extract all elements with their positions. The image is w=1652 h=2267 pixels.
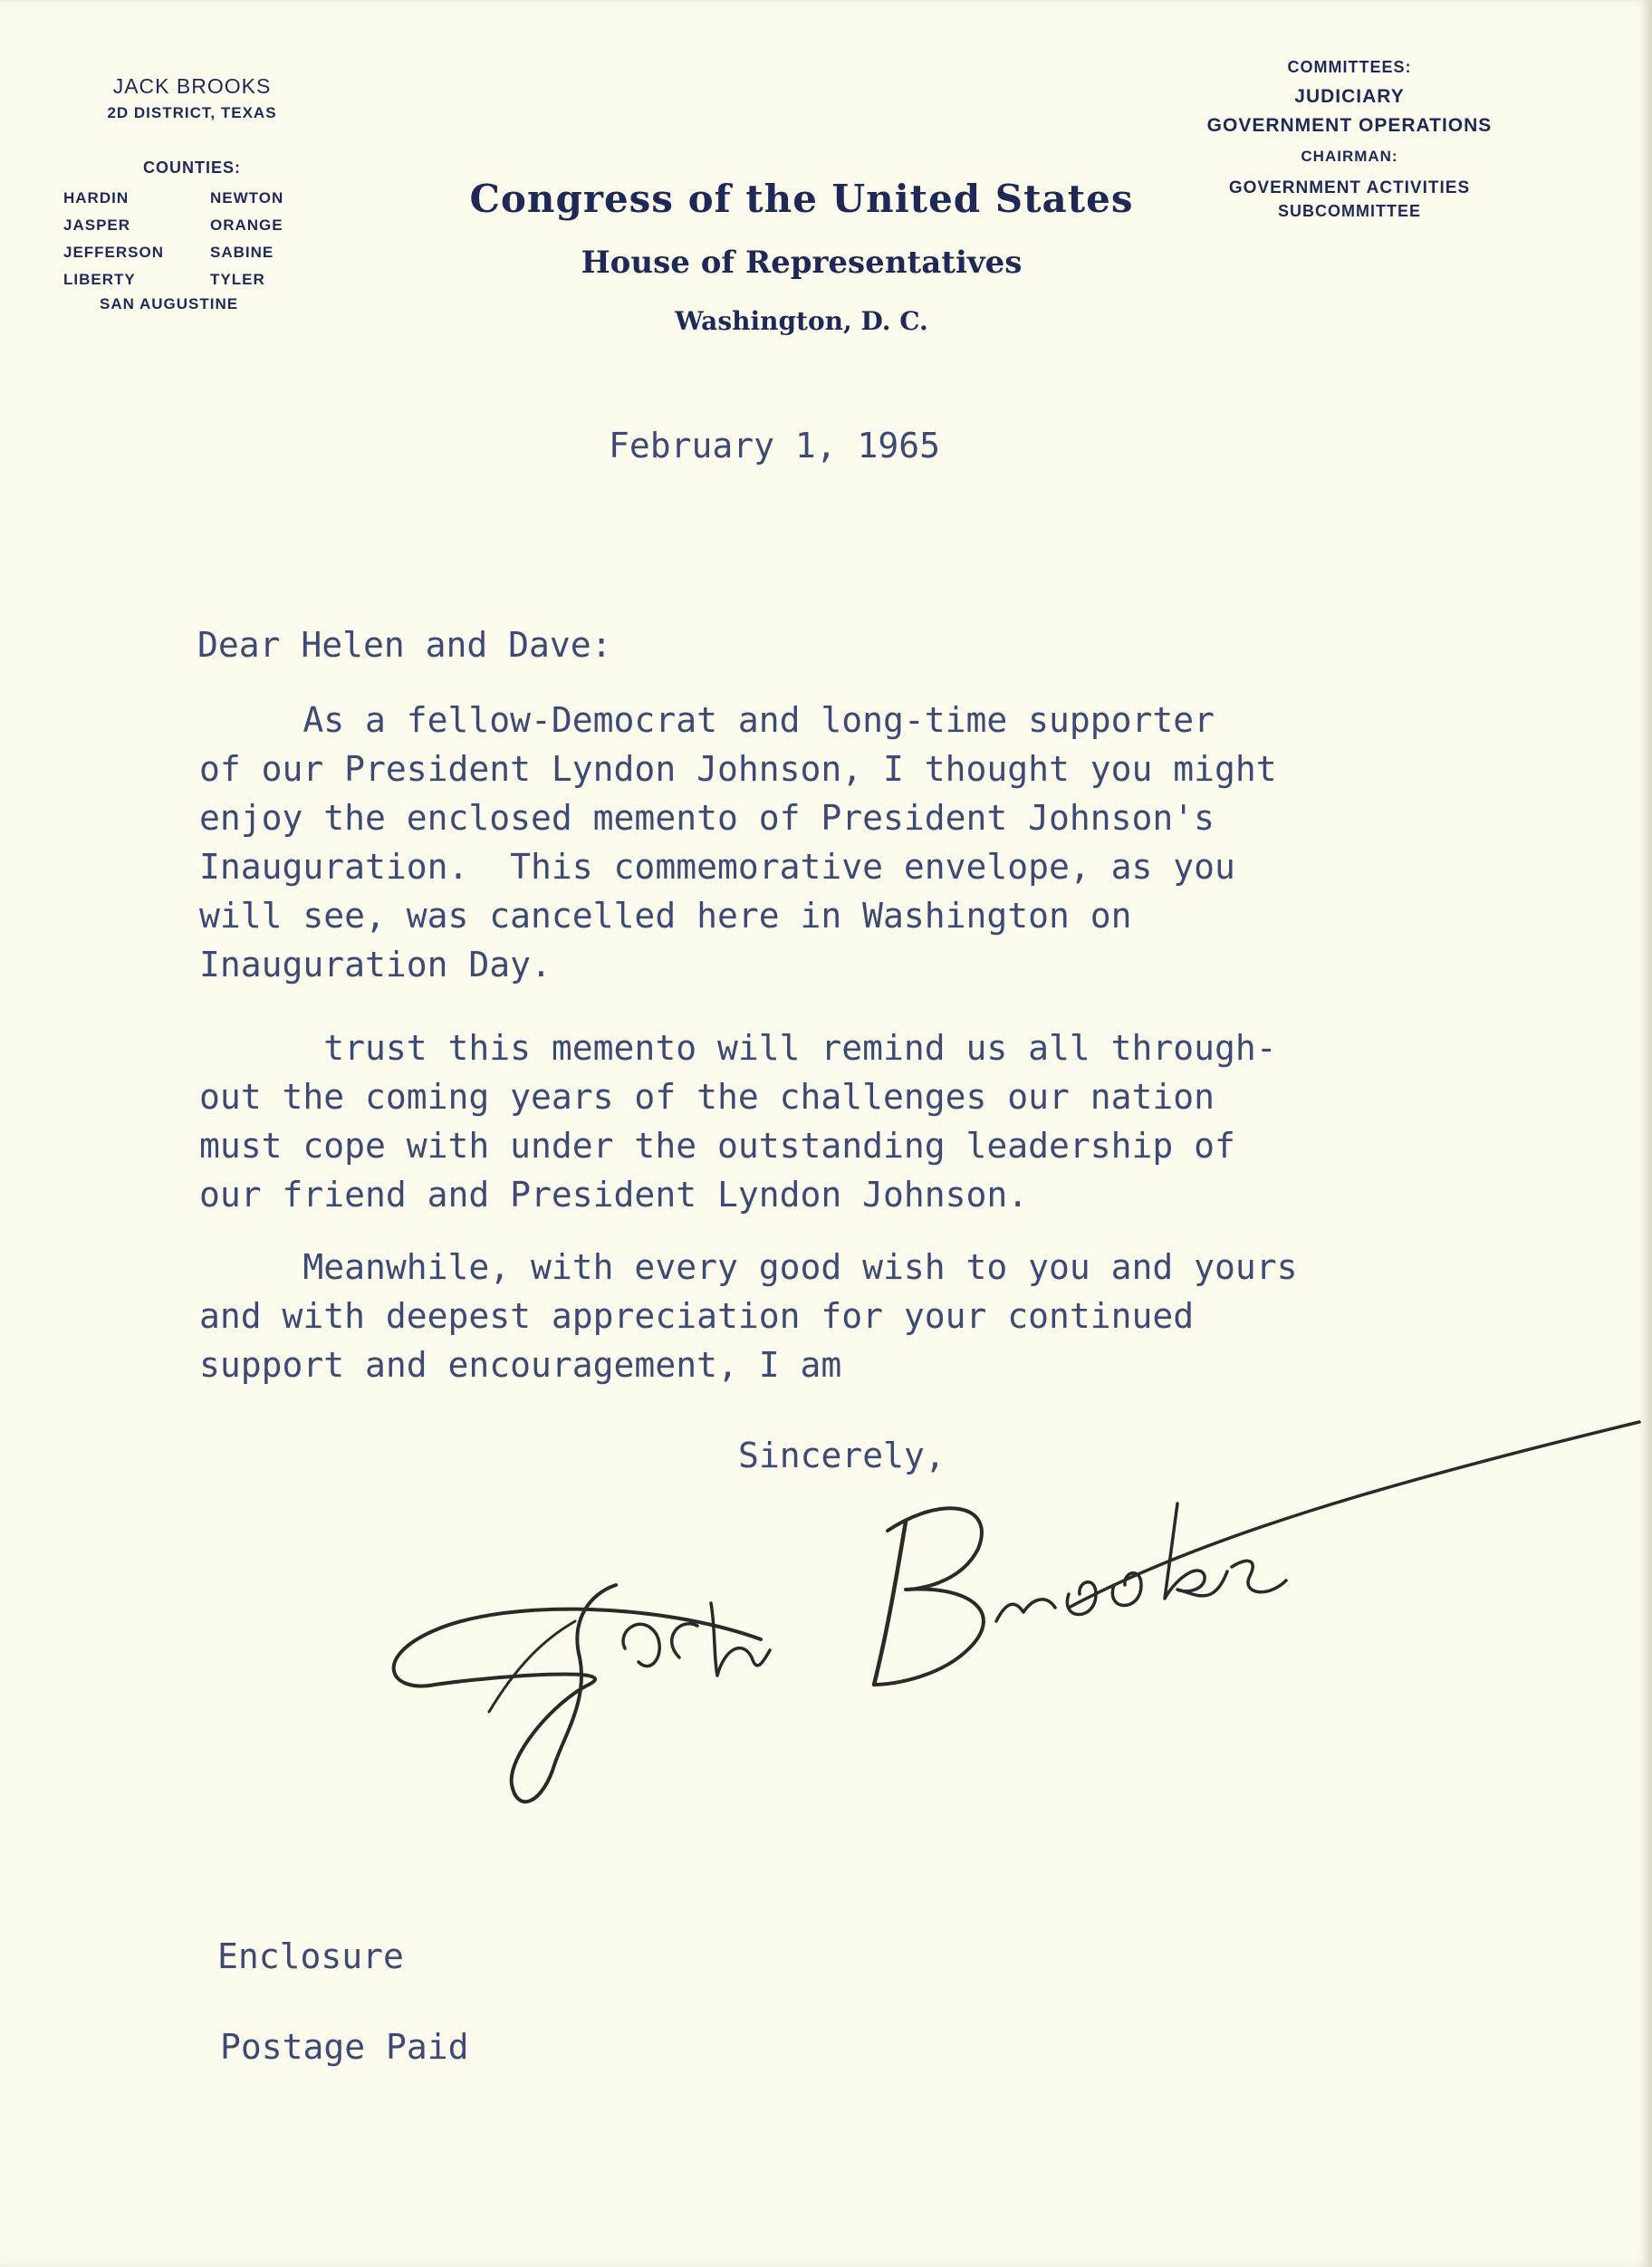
counties-heading: COUNTIES: <box>143 158 241 177</box>
county: JEFFERSON <box>63 244 165 261</box>
city: Washington, D. C. <box>675 306 928 336</box>
body-line: Inauguration. This commemorative envelope, as you <box>199 847 1235 887</box>
county: SAN AUGUSTINE <box>100 295 239 312</box>
counties-right-column <box>210 185 283 293</box>
body-line: will see, was cancelled here in Washington on <box>199 896 1132 936</box>
county: ORANGE <box>210 216 283 234</box>
county: SABINE <box>210 244 274 261</box>
county: LIBERTY <box>63 271 136 288</box>
county: TYLER <box>210 271 265 288</box>
body-line: As a fellow-Democrat and long-time supporter <box>199 700 1215 740</box>
letterhead-right <box>1168 58 1531 221</box>
postage-note: Postage Paid <box>220 2027 469 2067</box>
body-line: of our President Lyndon Johnson, I thought you might <box>199 749 1277 789</box>
body-line: out the coming years of the challenges our nation <box>199 1077 1215 1117</box>
county: HARDIN <box>63 189 130 207</box>
letter-date: February 1, 1965 <box>609 426 941 466</box>
counties-list <box>56 185 328 319</box>
committees-heading: COMMITTEES: <box>1287 58 1412 76</box>
body-line: trust this memento will remind us all through- <box>199 1028 1277 1068</box>
enclosure-note: Enclosure <box>217 1936 404 1976</box>
body-line: must cope with under the outstanding leadership of <box>199 1126 1235 1166</box>
committee: JUDICIARY <box>1294 86 1405 107</box>
body-line: enjoy the enclosed memento of President Johnson's <box>199 798 1215 838</box>
closing: Sincerely, <box>738 1436 946 1475</box>
body-line: Inauguration Day. <box>199 945 552 985</box>
salutation: Dear Helen and Dave: <box>197 625 612 665</box>
letterhead-center <box>453 177 1150 336</box>
house-title: House of Representatives <box>581 245 1023 281</box>
body-line: Meanwhile, with every good wish to you and yours <box>199 1247 1298 1287</box>
chaired-subcommittee: GOVERNMENT ACTIVITIES <box>1228 178 1471 197</box>
chairman-heading: CHAIRMAN: <box>1301 148 1398 165</box>
body-line: our friend and President Lyndon Johnson. <box>199 1175 1029 1215</box>
county: NEWTON <box>210 189 284 207</box>
congress-title: Congress of the United States <box>469 177 1134 221</box>
body-line: and with deepest appreciation for your continued <box>199 1296 1195 1336</box>
counties-left-column <box>63 185 164 293</box>
chaired-subcommittee-suffix: SUBCOMMITTEE <box>1278 202 1421 220</box>
committee: GOVERNMENT OPERATIONS <box>1206 115 1493 136</box>
district: 2D DISTRICT, TEXAS <box>107 104 277 121</box>
handwritten-signature <box>380 1413 1648 1839</box>
county: JASPER <box>63 216 131 234</box>
letterhead-left <box>56 74 328 319</box>
congressman-name: JACK BROOKS <box>112 74 272 98</box>
body-line: support and encouragement, I am <box>199 1345 842 1385</box>
